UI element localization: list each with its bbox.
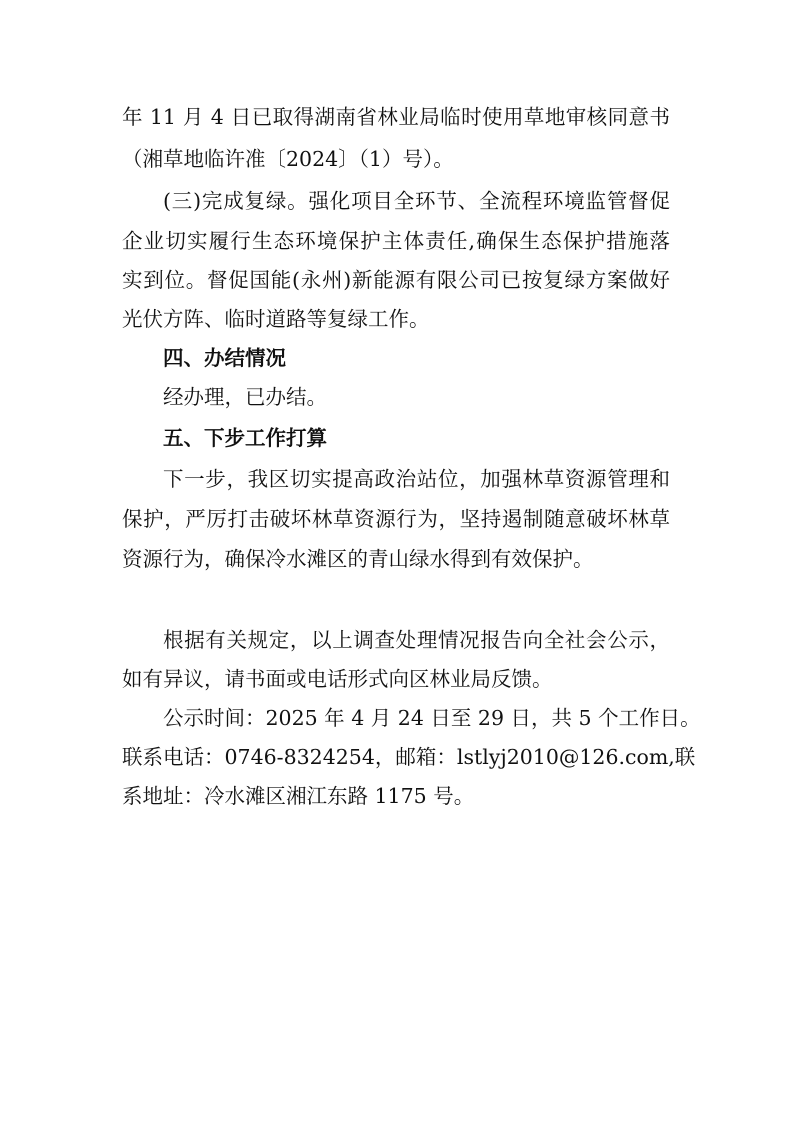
paragraph-line: 实到位。督促国能(永州)新能源有限公司已按复绿方案做好: [122, 268, 670, 292]
section-heading: 四、办结情况: [163, 346, 286, 370]
paragraph-line: 年 11 月 4 日已取得湖南省林业局临时使用草地审核同意书: [122, 105, 670, 129]
paragraph-line: 资源行为，确保冷水滩区的青山绿水得到有效保护。: [122, 547, 594, 571]
paragraph-line: （湘草地临许准〔2024〕（1）号）。: [122, 147, 454, 171]
section-heading: 五、下步工作打算: [163, 426, 327, 450]
notice-line: 根据有关规定，以上调查处理情况报告向全社会公示，: [163, 628, 670, 652]
address-line: 系地址：冷水滩区湘江东路 1175 号。: [122, 784, 475, 808]
paragraph-line: 经办理，已办结。: [163, 385, 327, 409]
paragraph-line: 光伏方阵、临时道路等复绿工作。: [122, 307, 430, 331]
paragraph-line: 企业切实履行生态环境保护主体责任,确保生态保护措施落: [122, 229, 670, 253]
paragraph-line: 下一步，我区切实提高政治站位，加强林草资源管理和: [163, 467, 670, 491]
paragraph-line: (三)完成复绿。强化项目全环节、全流程环境监管督促: [163, 189, 670, 213]
notice-period-line: 公示时间：2025 年 4 月 24 日至 29 日，共 5 个工作日。: [163, 706, 701, 730]
paragraph-line: 保护，严厉打击破坏林草资源行为，坚持遏制随意破坏林草: [122, 507, 670, 531]
notice-line: 如有异议，请书面或电话形式向区林业局反馈。: [122, 667, 553, 691]
contact-line: 联系电话：0746-8324254，邮箱：lstlyj2010@126.com,联: [122, 745, 696, 769]
